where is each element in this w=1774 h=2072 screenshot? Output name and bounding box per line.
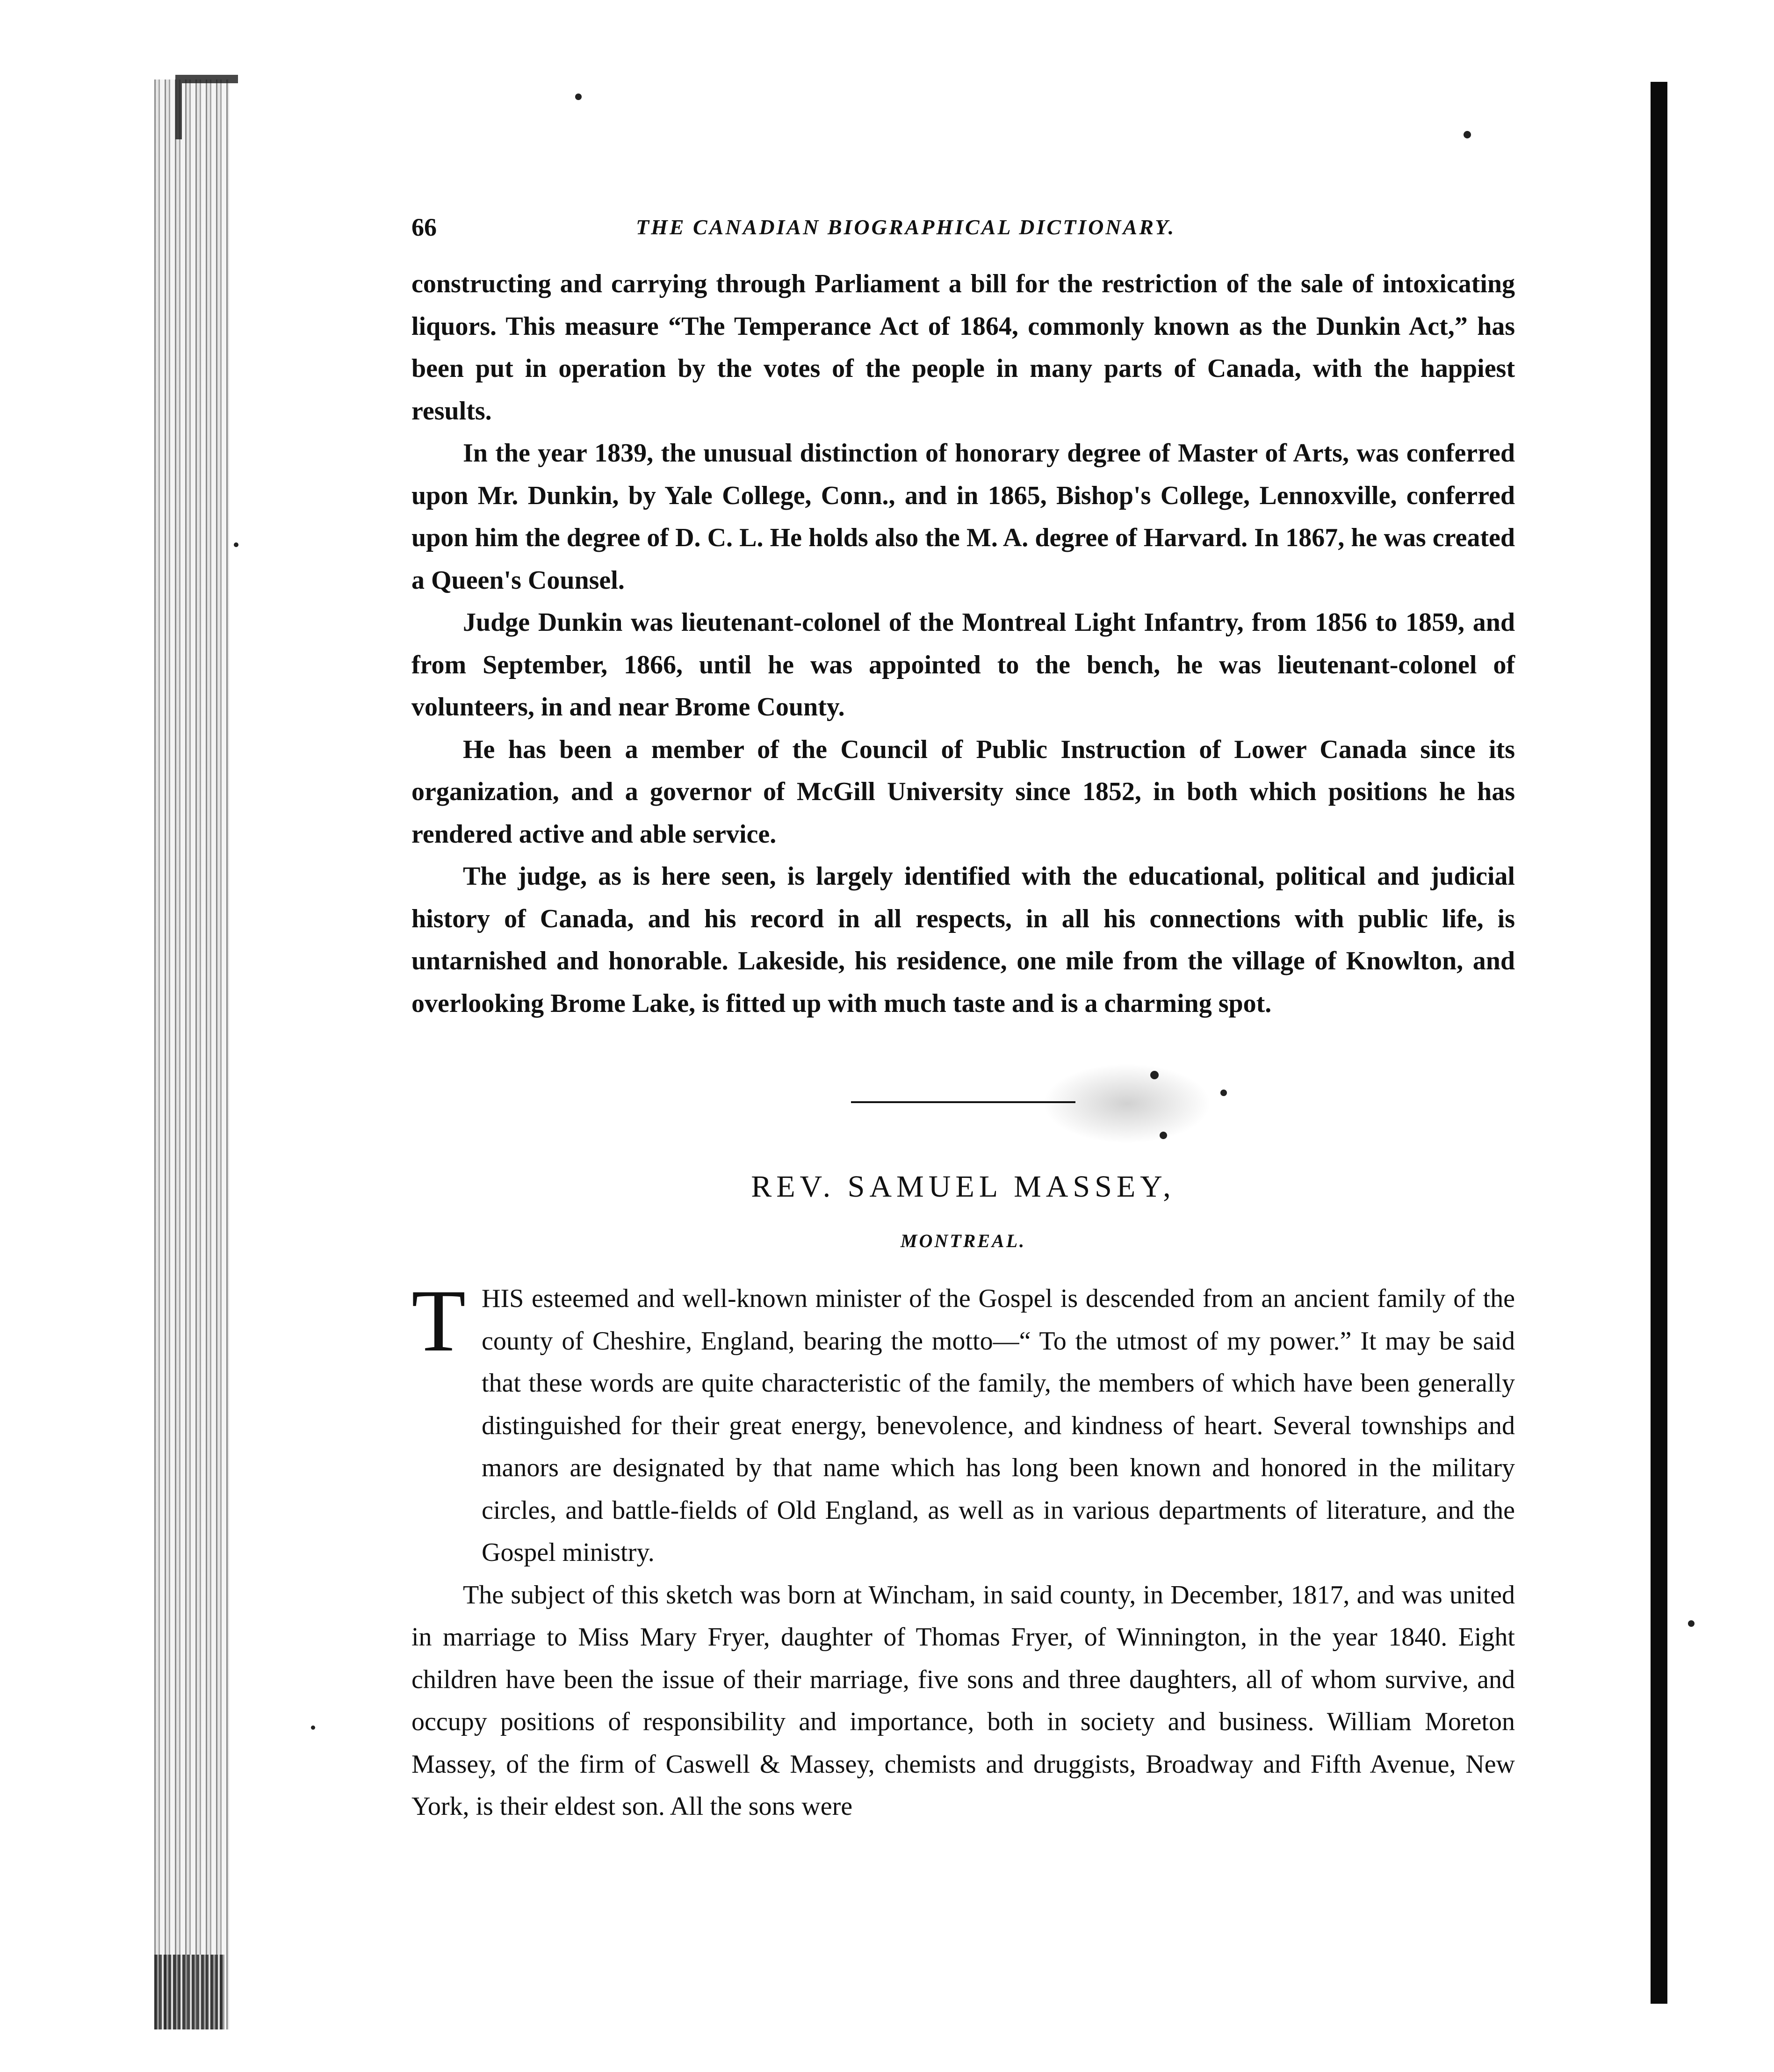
massey-article-body [411,1272,1515,1828]
scan-speck [311,1725,315,1730]
scan-speck [234,542,238,547]
paragraph: The subject of this sketch was born at Wincham, in said county, in December, 1817, and was united in marriage to Miss Mary Fryer, daughter of Thomas Fryer, of Winnington, in the year 1840. Eight children have been the issue of their marriage, five sons and three daughters, all of whom survive, and occupy positions of responsibility and importance, both in society and business. William Moreton Massey, of the firm of Caswell & Massey, chemists and druggists, Broadway and Fifth Avenue, New York, is their eldest son. All the sons were [411,1580,1515,1821]
dunkin-article-body [411,263,1515,1025]
scan-speck [1688,1620,1695,1627]
page-edge-bar [1651,82,1667,2004]
scan-smudge [1029,1057,1225,1150]
binding-bottom-mark [154,1955,224,2029]
paragraph: He has been a member of the Council of Public Instruction of Lower Canada since its organization, and a governor of McGill University since 1852, in both which positions he has rendered active and able service. [411,735,1515,849]
page-number: 66 [411,213,437,241]
binding-corner-mark [175,75,238,139]
article-location: MONTREAL. [900,1230,1026,1251]
book-spine-shadow [154,79,229,2029]
scan-speck [575,94,582,100]
drop-cap: T [411,1272,466,1370]
paragraph: The judge, as is here seen, is largely identified with the educational, political and judicial history of Canada, and his record in all respects, in all his connections with public life, is untarnished and honorable. Lakeside, his residence, one mile from the village of Knowlton, and overlooking Brome Lake, is fitted up with much taste and is a charming spot. [411,862,1515,1018]
scan-speck [1464,131,1471,138]
paragraph: constructing and carrying through Parliament a bill for the restriction of the sale of intoxicating liquors. This measure “The Temperance Act of 1864, commonly known as the Dunkin Act,” has been put in operation by the votes of the people in many parts of Canada, with the happiest results. [411,269,1515,426]
article-heading: REV. SAMUEL MASSEY, [751,1170,1175,1204]
paragraph: HIS esteemed and well-known minister of the Gospel is descended from an ancient family of the county of Cheshire, England, bearing the motto—“ To the utmost of my power.” It may be said that these words are quite characteristic of the family, the members of which have been generally distinguished for their great energy, benevolence, and kindness of heart. Several townships and manors are designated by that name which has long been known and honored in the military circles, and battle-fields of Old England, as well as in various departments of literature, and the Gospel ministry. [482,1284,1515,1567]
page-header [411,213,1515,245]
running-title: THE CANADIAN BIOGRAPHICAL DICTIONARY. [636,215,1176,239]
section-divider-rule [851,1101,1075,1103]
paragraph: Judge Dunkin was lieutenant-colonel of the Montreal Light Infantry, from 1856 to 1859, and from September, 1866, until he was appointed to the bench, he was lieutenant-colonel of volunteers, in and near Brome County. [411,608,1515,722]
paragraph: In the year 1839, the unusual distinction of honorary degree of Master of Arts, was conferred upon Mr. Dunkin, by Yale College, Conn., and in 1865, Bishop's College, Lennoxville, conferred upon him the degree of D. C. L. He holds also the M. A. degree of Harvard. In 1867, he was created a Queen's Counsel. [411,439,1515,595]
